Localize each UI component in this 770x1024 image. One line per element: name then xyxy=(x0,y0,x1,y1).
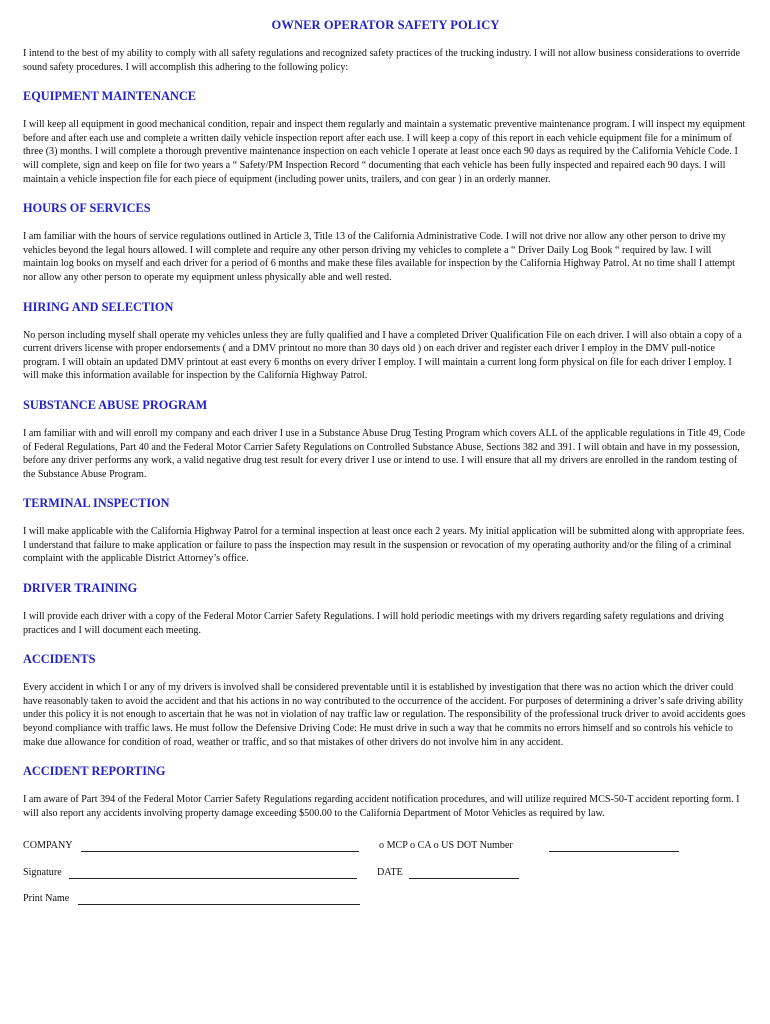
section-body: I will provide each driver with a copy of the Federal Motor Carrier Safety Regulations. I will hold periodic meetings with my drivers regarding safety regulations and driving practices and I will document each meeting. xyxy=(23,611,724,636)
intro-paragraph: I intend to the best of my ability to comply with all safety regulations and recognized safety practices of the trucking industry. I will not allow business considerations to override sound safety procedures. I will accomplish this adhering to the following policy: xyxy=(23,48,740,73)
section-heading: TERMINAL INSPECTION xyxy=(23,496,170,511)
print-name-label: Print Name xyxy=(23,893,70,905)
section-heading: SUBSTANCE ABUSE PROGRAM xyxy=(23,397,208,412)
section-hours-of-services xyxy=(23,201,748,284)
section-heading: HIRING AND SELECTION xyxy=(23,299,174,314)
section-body: I will make applicable with the California Highway Patrol for a terminal inspection at least once each 2 years. My initial application will be submitted along with appropriate fees. I understand that failure to make application or failure to pass the inspection may result in the suspension or revocation of my operating authority and/or the filing of a criminal complaint with the applicable District Attorney’s office. xyxy=(23,526,745,565)
print-name-field[interactable] xyxy=(78,904,360,905)
section-equipment-maintenance xyxy=(23,89,748,186)
date-field[interactable] xyxy=(409,878,519,879)
section-terminal-inspection xyxy=(23,496,748,566)
section-substance-abuse-program xyxy=(23,398,748,481)
section-heading: ACCIDENTS xyxy=(23,652,96,667)
section-body: I am familiar with the hours of service regulations outlined in Article 3, Title 13 of the California Administrative Code. I will not drive nor allow any other person to drive my vehicles beyond the legal hours allowed. I will complete and require any other person driving my vehicles to complete a “ Driver Daily Log Book “ required by law. I will maintain log books on myself and each driver for a period of 6 months and make these files available for inspection by the California Highway Patrol. At no time shall I attempt nor allow any other person to operate my equipment unless physically able and well rested. xyxy=(23,231,735,283)
authority-number-label: o MCP o CA o US DOT Number xyxy=(379,840,513,852)
signature-field[interactable] xyxy=(69,878,357,879)
section-heading: ACCIDENT REPORTING xyxy=(23,764,166,779)
signature-row xyxy=(23,867,748,894)
signature-label: Signature xyxy=(23,866,62,878)
signature-form xyxy=(23,840,748,920)
section-accident-reporting xyxy=(23,764,748,820)
company-field[interactable] xyxy=(81,851,359,852)
section-body: No person including myself shall operate my vehicles unless they are fully qualified and I have a completed Driver Qualification File on each driver. I will also obtain a copy of a current drivers license with proper endorsements ( and a DMV printout no more than 30 days old ) on each driver and register each driver I employ in the DMV pull-notice program. I will obtain an updated DMV printout at east every 6 months on every driver I employ. I will maintain a current long form physical on file for each driver I employ. I will make this information available for inspection by the California Highway Patrol. xyxy=(23,329,742,382)
section-body: I am familiar with and will enroll my company and each driver I use in a Substance Abuse Drug Testing Program which covers ALL of the applicable regulations in Title 49, Code of Federal Regulations, Part 40 and the Federal Motor Carrier Safety Regulations on Controlled Substance Abuse, Sections 382 and 391. I will obtain and have in my possession, before any driver performs any work, a valid negative drug test result for every driver I use or intend to use. I will ensure that all my drivers are enrolled in the random testing of the Substance Abuse Program. xyxy=(23,427,745,480)
section-driver-training xyxy=(23,581,748,637)
authority-number-field[interactable] xyxy=(549,851,679,852)
section-body: I am aware of Part 394 of the Federal Motor Carrier Safety Regulations regarding accident notification procedures, and will utilize required MCS-50-T accident reporting form. I will also report any accidents involving property damage exceeding $500.00 to the California Department of Motor Vehicles as required by law. xyxy=(23,794,740,819)
section-hiring-and-selection xyxy=(23,300,748,383)
section-accidents xyxy=(23,652,748,749)
date-label: DATE xyxy=(377,866,403,878)
company-label: COMPANY xyxy=(23,840,73,852)
document-title: OWNER OPERATOR SAFETY POLICY xyxy=(271,18,500,32)
section-heading: EQUIPMENT MAINTENANCE xyxy=(23,89,196,104)
section-body: Every accident in which I or any of my drivers is involved shall be considered preventable until it is established by investigation that there was no action which the driver could have reasonably taken to avoid the accident and that his actions in no way contributed to the occurrence of the accident. For purposes of determining a driver’s safe driving ability under this policy it is not enough to ascertain that he was not in violation of nay traffic law or regulation. The responsibility of the professional truck driver to avoid accidents goes beyond compliance with traffic laws. He must follow the Defensive Driving Code: He must drive in such a way that he commits no errors himself and so controls his vehicle to make due allowance for condition of road, weather or traffic, and so that mistakes of other drivers do not involve him in any accident. xyxy=(23,682,746,748)
section-heading: DRIVER TRAINING xyxy=(23,581,138,596)
section-heading: HOURS OF SERVICES xyxy=(23,201,151,216)
section-body: I will keep all equipment in good mechanical condition, repair and inspect them regularly and maintain a systematic preventive maintenance program. I will inspect my equipment before and after each use and complete a written daily vehicle inspection report after each use. I will keep a copy of this report in each vehicle equipment file for a minimum of three (3) months. I will complete a thorough preventive maintenance inspection on each vehicle I operate at least once each 90 days as required by the California Vehicle Code. I will complete, sign and keep on file for two years a “ Safety/PM Inspection Record “ documenting that each vehicle has been fully inspected and repaired each 90 days. I will maintain a vehicle inspection file for each piece of equipment (including power units, trailers, and con gear ) in an orderly manner. xyxy=(23,119,746,185)
company-row xyxy=(23,840,748,867)
print-name-row xyxy=(23,893,748,920)
